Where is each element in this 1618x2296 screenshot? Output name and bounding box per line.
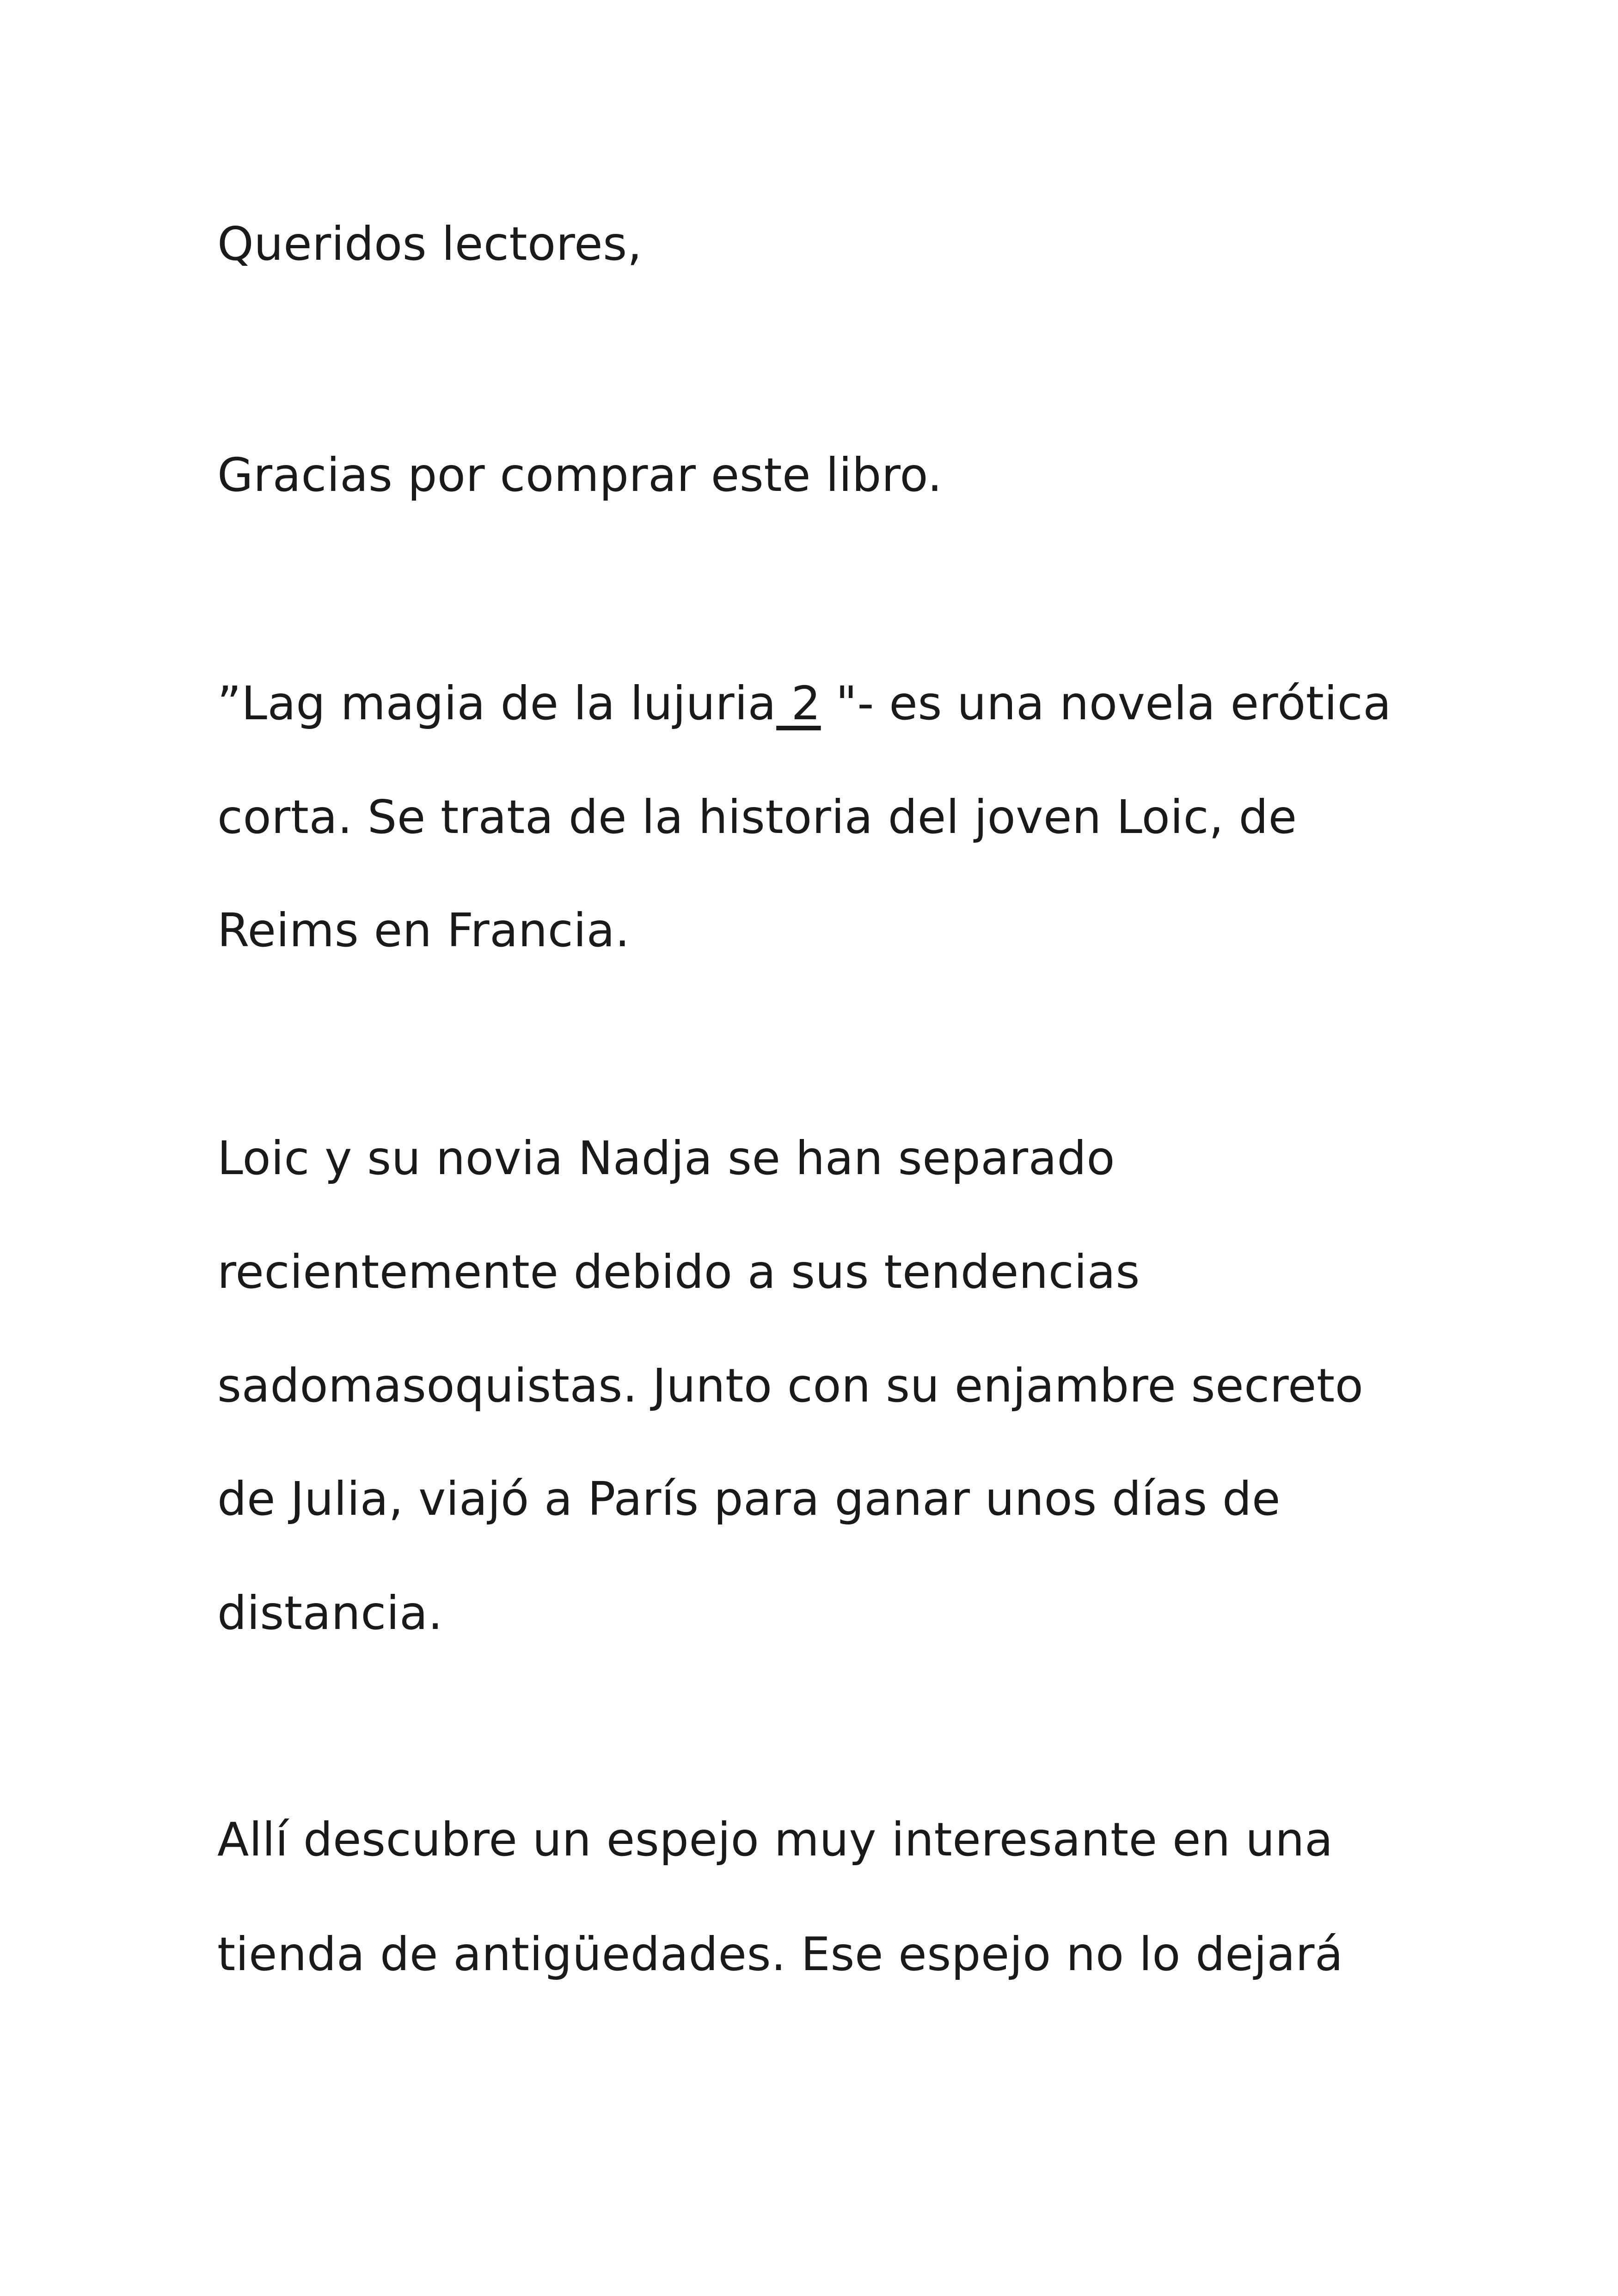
thanks-line: Gracias por comprar este libro.	[217, 448, 943, 502]
paragraph-2-line-4: de Julia, viajó a París para ganar unos días de	[217, 1472, 1281, 1526]
paragraph-2-line-5: distancia.	[217, 1586, 443, 1640]
paragraph-2-line-1: Loic y su novia Nadja se han separado	[217, 1131, 1115, 1185]
paragraph-1-line-3: Reims en Francia.	[217, 903, 630, 957]
paragraph-3-line-2: tienda de antigüedades. Ese espejo no lo dejará	[217, 1927, 1343, 1981]
book-title-text: ”Lag magia de la lujuria	[217, 676, 777, 730]
book-title-tail: "- es una novela erótica	[821, 676, 1392, 730]
paragraph-2-line-3: sadomasoquistas. Junto con su enjambre secreto	[217, 1359, 1364, 1413]
paragraph-1-line-2: corta. Se trata de la historia del joven Loic, de	[217, 790, 1297, 844]
greeting-line: Queridos lectores,	[217, 217, 643, 271]
paragraph-2-line-2: recientemente debido a sus tendencias	[217, 1245, 1140, 1299]
paragraph-1-line-1	[217, 676, 1391, 731]
paragraph-3-line-1: Allí descubre un espejo muy interesante en una	[217, 1812, 1333, 1867]
book-title-number: 2	[776, 676, 821, 730]
